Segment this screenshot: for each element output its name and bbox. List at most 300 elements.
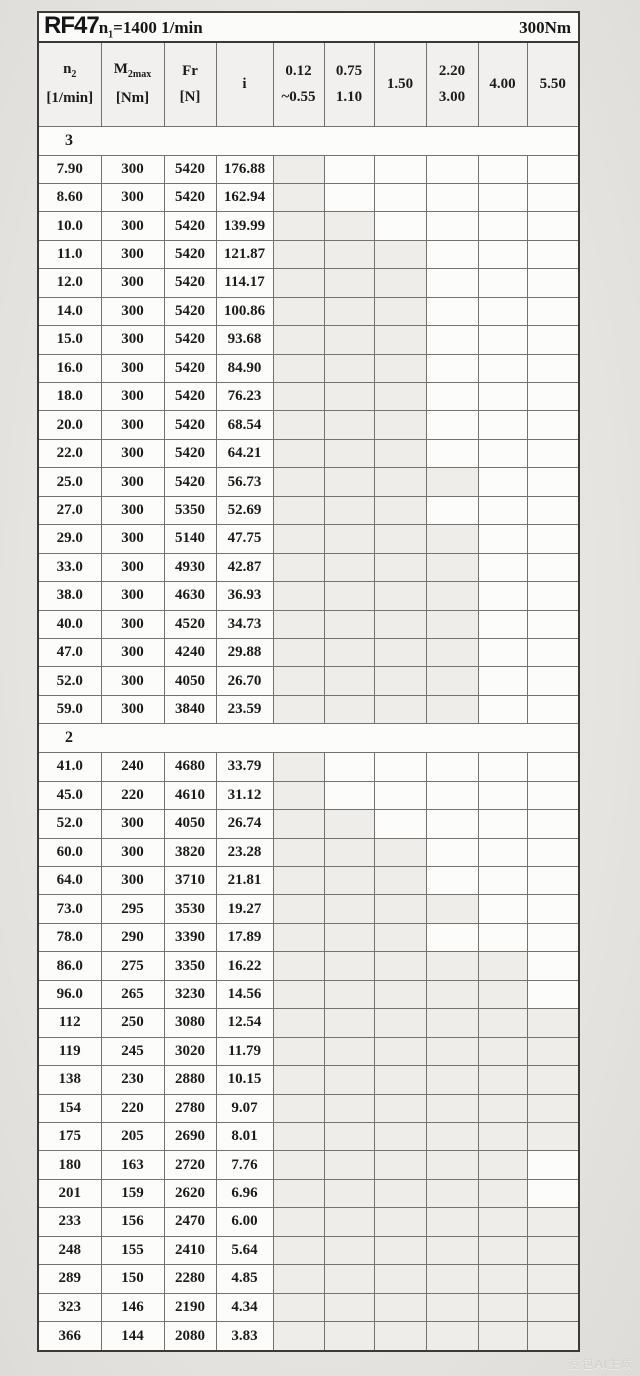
i-cell: 23.59: [216, 695, 273, 723]
fr-cell: 3840: [164, 695, 216, 723]
power-range-cell-shaded: [426, 610, 478, 638]
m2max-cell: 300: [101, 155, 164, 183]
fr-cell: 4630: [164, 582, 216, 610]
i-cell: 52.69: [216, 496, 273, 524]
power-range-cell-shaded: [324, 525, 374, 553]
power-range-cell-shaded: [374, 1151, 426, 1179]
table-row: [38, 240, 579, 268]
power-range-cell-shaded: [273, 155, 324, 183]
power-range-cell-shaded: [324, 1293, 374, 1321]
power-range-cell-shaded: [273, 1322, 324, 1352]
m2max-cell: 300: [101, 638, 164, 666]
power-range-cell: [426, 411, 478, 439]
fr-cell: 2280: [164, 1265, 216, 1293]
power-range-cell: [478, 695, 527, 723]
power-range-cell-shaded: [324, 269, 374, 297]
n2-cell: 12.0: [38, 269, 101, 297]
power-range-cell-shaded: [324, 1009, 374, 1037]
i-cell: 26.74: [216, 810, 273, 838]
table-row: [38, 183, 579, 211]
i-cell: 33.79: [216, 753, 273, 781]
power-range-cell: [324, 155, 374, 183]
m2max-cell: 156: [101, 1208, 164, 1236]
power-range-cell-shaded: [273, 525, 324, 553]
fr-cell: 5420: [164, 439, 216, 467]
m2max-cell: 300: [101, 297, 164, 325]
power-range-cell: [478, 212, 527, 240]
m2max-cell: 275: [101, 952, 164, 980]
m2max-cell: 163: [101, 1151, 164, 1179]
power-range-cell-shaded: [273, 781, 324, 809]
power-range-cell: [478, 183, 527, 211]
fr-cell: 5420: [164, 183, 216, 211]
power-range-cell-shaded: [374, 297, 426, 325]
max-torque-label: 300Nm: [519, 17, 572, 37]
power-range-cell: [527, 667, 579, 695]
fr-cell: 5350: [164, 496, 216, 524]
n2-cell: 40.0: [38, 610, 101, 638]
table-row: [38, 326, 579, 354]
section-stage-label: 3: [38, 126, 579, 155]
power-range-cell: [426, 838, 478, 866]
n2-cell: 86.0: [38, 952, 101, 980]
section-header-row: [38, 724, 579, 753]
power-range-cell-shaded: [374, 895, 426, 923]
power-range-cell-shaded: [273, 383, 324, 411]
table-row: [38, 1009, 579, 1037]
power-range-cell: [478, 582, 527, 610]
n2-cell: 59.0: [38, 695, 101, 723]
power-range-cell-shaded: [273, 1208, 324, 1236]
power-range-cell: [478, 439, 527, 467]
power-range-cell-shaded: [478, 1179, 527, 1207]
n2-cell: 201: [38, 1179, 101, 1207]
table-row: [38, 753, 579, 781]
n2-cell: 52.0: [38, 810, 101, 838]
m2max-cell: 300: [101, 383, 164, 411]
section-header-row: [38, 126, 579, 155]
table-row: [38, 496, 579, 524]
power-range-cell-shaded: [426, 1293, 478, 1321]
n2-cell: 154: [38, 1094, 101, 1122]
m2max-cell: 300: [101, 269, 164, 297]
power-range-cell: [527, 781, 579, 809]
m2max-cell: 146: [101, 1293, 164, 1321]
power-range-cell-shaded: [273, 1066, 324, 1094]
n2-cell: 25.0: [38, 468, 101, 496]
power-range-cell-shaded: [324, 667, 374, 695]
power-range-cell-shaded: [374, 610, 426, 638]
table-row: [38, 1037, 579, 1065]
power-range-cell-shaded: [478, 1122, 527, 1150]
power-range-cell: [527, 525, 579, 553]
header-power-0: 0.12 ~0.55: [273, 42, 324, 126]
column-header-row: [38, 42, 579, 126]
power-range-cell: [426, 810, 478, 838]
power-range-cell-shaded: [273, 610, 324, 638]
m2max-cell: 144: [101, 1322, 164, 1352]
power-range-cell-shaded: [273, 753, 324, 781]
m2max-cell: 300: [101, 496, 164, 524]
power-range-cell-shaded: [426, 553, 478, 581]
power-range-cell: [426, 212, 478, 240]
power-range-cell: [426, 269, 478, 297]
m2max-cell: 300: [101, 525, 164, 553]
fr-cell: 3390: [164, 923, 216, 951]
i-cell: 3.83: [216, 1322, 273, 1352]
table-row: [38, 980, 579, 1008]
power-range-cell-shaded: [478, 1066, 527, 1094]
i-cell: 114.17: [216, 269, 273, 297]
power-range-cell: [478, 867, 527, 895]
fr-cell: 2880: [164, 1066, 216, 1094]
power-range-cell-shaded: [527, 1236, 579, 1264]
power-range-cell-shaded: [273, 667, 324, 695]
power-range-cell-shaded: [374, 525, 426, 553]
power-range-cell-shaded: [426, 582, 478, 610]
power-range-cell-shaded: [273, 468, 324, 496]
power-range-cell: [478, 525, 527, 553]
power-range-cell-shaded: [374, 439, 426, 467]
power-range-cell-shaded: [374, 1094, 426, 1122]
power-range-cell-shaded: [273, 240, 324, 268]
power-range-cell-shaded: [478, 952, 527, 980]
power-range-cell-shaded: [324, 867, 374, 895]
power-range-cell-shaded: [273, 952, 324, 980]
power-range-cell: [478, 781, 527, 809]
i-cell: 11.79: [216, 1037, 273, 1065]
table-row: [38, 212, 579, 240]
n2-cell: 18.0: [38, 383, 101, 411]
power-range-cell: [426, 155, 478, 183]
n2-cell: 180: [38, 1151, 101, 1179]
power-range-cell: [478, 810, 527, 838]
i-cell: 84.90: [216, 354, 273, 382]
fr-cell: 4050: [164, 810, 216, 838]
m2max-cell: 300: [101, 439, 164, 467]
power-range-cell: [374, 155, 426, 183]
m2max-cell: 245: [101, 1037, 164, 1065]
power-range-cell: [426, 781, 478, 809]
header-power-4: 4.00: [478, 42, 527, 126]
i-cell: 176.88: [216, 155, 273, 183]
fr-cell: 2690: [164, 1122, 216, 1150]
fr-cell: 5420: [164, 411, 216, 439]
n2-cell: 20.0: [38, 411, 101, 439]
power-range-cell: [527, 980, 579, 1008]
n2-cell: 138: [38, 1066, 101, 1094]
fr-cell: 2190: [164, 1293, 216, 1321]
table-row: [38, 810, 579, 838]
power-range-cell: [527, 383, 579, 411]
i-cell: 36.93: [216, 582, 273, 610]
m2max-cell: 205: [101, 1122, 164, 1150]
power-range-cell-shaded: [273, 810, 324, 838]
header-power-1: 0.75 1.10: [324, 42, 374, 126]
power-range-cell-shaded: [527, 1208, 579, 1236]
power-range-cell: [527, 269, 579, 297]
power-range-cell-shaded: [324, 638, 374, 666]
fr-cell: 5420: [164, 269, 216, 297]
power-range-cell-shaded: [374, 638, 426, 666]
power-range-cell-shaded: [374, 1066, 426, 1094]
power-range-cell: [527, 895, 579, 923]
power-range-cell-shaded: [374, 1265, 426, 1293]
table-row: [38, 439, 579, 467]
n2-cell: 78.0: [38, 923, 101, 951]
power-range-cell-shaded: [426, 638, 478, 666]
power-range-cell-shaded: [374, 1322, 426, 1352]
power-range-cell: [527, 439, 579, 467]
header-power-2: 1.50: [374, 42, 426, 126]
power-range-cell-shaded: [324, 212, 374, 240]
power-range-cell-shaded: [374, 326, 426, 354]
i-cell: 4.34: [216, 1293, 273, 1321]
table-row: [38, 781, 579, 809]
n2-cell: 289: [38, 1265, 101, 1293]
power-range-cell-shaded: [374, 1122, 426, 1150]
table-row: [38, 667, 579, 695]
table-row: [38, 553, 579, 581]
power-range-cell-shaded: [527, 1009, 579, 1037]
power-range-cell: [527, 553, 579, 581]
fr-cell: 5420: [164, 240, 216, 268]
title-left: [44, 14, 203, 40]
power-range-cell: [478, 240, 527, 268]
power-range-cell-shaded: [478, 1037, 527, 1065]
power-range-cell-shaded: [324, 326, 374, 354]
power-range-cell-shaded: [273, 439, 324, 467]
i-cell: 34.73: [216, 610, 273, 638]
power-range-cell: [478, 269, 527, 297]
power-range-cell: [374, 212, 426, 240]
power-range-cell: [527, 867, 579, 895]
power-range-cell-shaded: [478, 1236, 527, 1264]
n2-cell: 41.0: [38, 753, 101, 781]
n2-cell: 112: [38, 1009, 101, 1037]
fr-cell: 3230: [164, 980, 216, 1008]
n2-cell: 8.60: [38, 183, 101, 211]
fr-cell: 2410: [164, 1236, 216, 1264]
n2-cell: 7.90: [38, 155, 101, 183]
i-cell: 26.70: [216, 667, 273, 695]
fr-cell: 5420: [164, 383, 216, 411]
power-range-cell-shaded: [273, 1293, 324, 1321]
table-row: [38, 1293, 579, 1321]
power-range-cell-shaded: [426, 1151, 478, 1179]
table-row: [38, 1179, 579, 1207]
header-n2: $n_2$ [1/min]: [38, 42, 101, 126]
fr-cell: 3080: [164, 1009, 216, 1037]
i-cell: 7.76: [216, 1151, 273, 1179]
power-range-cell-shaded: [374, 1179, 426, 1207]
power-range-cell: [527, 411, 579, 439]
n2-cell: 248: [38, 1236, 101, 1264]
i-cell: 31.12: [216, 781, 273, 809]
m2max-cell: 155: [101, 1236, 164, 1264]
m2max-cell: 295: [101, 895, 164, 923]
table-row: [38, 525, 579, 553]
n2-cell: 119: [38, 1037, 101, 1065]
i-cell: 8.01: [216, 1122, 273, 1150]
power-range-cell-shaded: [273, 1009, 324, 1037]
power-range-cell-shaded: [374, 1009, 426, 1037]
power-range-cell-shaded: [324, 952, 374, 980]
power-range-cell: [527, 354, 579, 382]
table-row: [38, 1066, 579, 1094]
spec-table: [37, 11, 580, 1352]
power-range-cell-shaded: [426, 952, 478, 980]
power-range-cell-shaded: [273, 582, 324, 610]
n2-cell: 14.0: [38, 297, 101, 325]
power-range-cell: [527, 183, 579, 211]
power-range-cell: [527, 753, 579, 781]
power-range-cell: [527, 923, 579, 951]
model-label: RF47: [44, 12, 99, 39]
power-range-cell-shaded: [374, 354, 426, 382]
power-range-cell-shaded: [324, 895, 374, 923]
power-range-cell-shaded: [426, 1009, 478, 1037]
power-range-cell: [426, 354, 478, 382]
power-range-cell-shaded: [324, 553, 374, 581]
m2max-cell: 240: [101, 753, 164, 781]
power-range-cell: [527, 468, 579, 496]
power-range-cell-shaded: [374, 838, 426, 866]
power-range-cell-shaded: [478, 1151, 527, 1179]
i-cell: 162.94: [216, 183, 273, 211]
power-range-cell-shaded: [273, 1037, 324, 1065]
power-range-cell-shaded: [324, 838, 374, 866]
power-range-cell-shaded: [374, 867, 426, 895]
fr-cell: 5420: [164, 468, 216, 496]
power-range-cell-shaded: [324, 980, 374, 1008]
m2max-cell: 300: [101, 695, 164, 723]
table-row: [38, 155, 579, 183]
m2max-cell: 220: [101, 781, 164, 809]
power-range-cell-shaded: [426, 1037, 478, 1065]
n2-cell: 366: [38, 1322, 101, 1352]
m2max-cell: 300: [101, 838, 164, 866]
m2max-cell: 300: [101, 810, 164, 838]
power-range-cell-shaded: [324, 468, 374, 496]
power-range-cell: [527, 838, 579, 866]
power-range-cell-shaded: [374, 952, 426, 980]
n2-cell: 52.0: [38, 667, 101, 695]
power-range-cell-shaded: [527, 1037, 579, 1065]
i-cell: 6.96: [216, 1179, 273, 1207]
watermark: 豆包AI生成: [568, 1357, 634, 1371]
power-range-cell-shaded: [374, 553, 426, 581]
power-range-cell: [478, 638, 527, 666]
fr-cell: 4520: [164, 610, 216, 638]
power-range-cell-shaded: [273, 1122, 324, 1150]
power-range-cell-shaded: [273, 1265, 324, 1293]
table-row: [38, 468, 579, 496]
power-range-cell-shaded: [324, 383, 374, 411]
input-speed-label: $n_1=1400$ 1/min: [98, 17, 203, 41]
table-row: [38, 411, 579, 439]
fr-cell: 2780: [164, 1094, 216, 1122]
power-range-cell-shaded: [374, 980, 426, 1008]
n2-cell: 47.0: [38, 638, 101, 666]
power-range-cell: [527, 810, 579, 838]
power-range-cell-shaded: [324, 582, 374, 610]
i-cell: 19.27: [216, 895, 273, 923]
power-range-cell-shaded: [527, 1122, 579, 1150]
m2max-cell: 300: [101, 667, 164, 695]
fr-cell: 5420: [164, 297, 216, 325]
table-row: [38, 354, 579, 382]
power-range-cell-shaded: [273, 354, 324, 382]
n2-cell: 38.0: [38, 582, 101, 610]
n2-cell: 29.0: [38, 525, 101, 553]
power-range-cell-shaded: [527, 1322, 579, 1352]
power-range-cell: [478, 753, 527, 781]
power-range-cell: [374, 753, 426, 781]
power-range-cell-shaded: [273, 895, 324, 923]
header-power-5: 5.50: [527, 42, 579, 126]
i-cell: 5.64: [216, 1236, 273, 1264]
m2max-cell: 300: [101, 354, 164, 382]
i-cell: 64.21: [216, 439, 273, 467]
fr-cell: 5420: [164, 326, 216, 354]
power-range-cell: [478, 496, 527, 524]
power-range-cell-shaded: [324, 1066, 374, 1094]
fr-cell: 5420: [164, 212, 216, 240]
fr-cell: 2620: [164, 1179, 216, 1207]
power-range-cell-shaded: [478, 980, 527, 1008]
table-row: [38, 1151, 579, 1179]
power-range-cell: [426, 383, 478, 411]
power-range-cell-shaded: [273, 269, 324, 297]
power-range-cell-shaded: [478, 1208, 527, 1236]
fr-cell: 4050: [164, 667, 216, 695]
power-range-cell-shaded: [374, 496, 426, 524]
fr-cell: 4930: [164, 553, 216, 581]
power-range-cell-shaded: [324, 411, 374, 439]
power-range-cell-shaded: [478, 1293, 527, 1321]
m2max-cell: 300: [101, 411, 164, 439]
power-range-cell-shaded: [374, 383, 426, 411]
power-range-cell: [478, 383, 527, 411]
power-range-cell: [478, 923, 527, 951]
table-row: [38, 638, 579, 666]
header-ratio: i: [216, 42, 273, 126]
power-range-cell: [478, 610, 527, 638]
power-range-cell-shaded: [478, 1322, 527, 1352]
table-row: [38, 695, 579, 723]
power-range-cell-shaded: [324, 923, 374, 951]
power-range-cell: [478, 155, 527, 183]
power-range-cell-shaded: [426, 1265, 478, 1293]
power-range-cell: [426, 753, 478, 781]
power-range-cell-shaded: [426, 1179, 478, 1207]
i-cell: 17.89: [216, 923, 273, 951]
power-range-cell-shaded: [527, 1265, 579, 1293]
n2-cell: 73.0: [38, 895, 101, 923]
power-range-cell: [426, 297, 478, 325]
fr-cell: 4680: [164, 753, 216, 781]
power-range-cell-shaded: [273, 1236, 324, 1264]
m2max-cell: 300: [101, 326, 164, 354]
power-range-cell: [478, 354, 527, 382]
power-range-cell-shaded: [527, 1094, 579, 1122]
n2-cell: 11.0: [38, 240, 101, 268]
i-cell: 121.87: [216, 240, 273, 268]
table-row: [38, 1236, 579, 1264]
i-cell: 47.75: [216, 525, 273, 553]
power-range-cell: [478, 468, 527, 496]
